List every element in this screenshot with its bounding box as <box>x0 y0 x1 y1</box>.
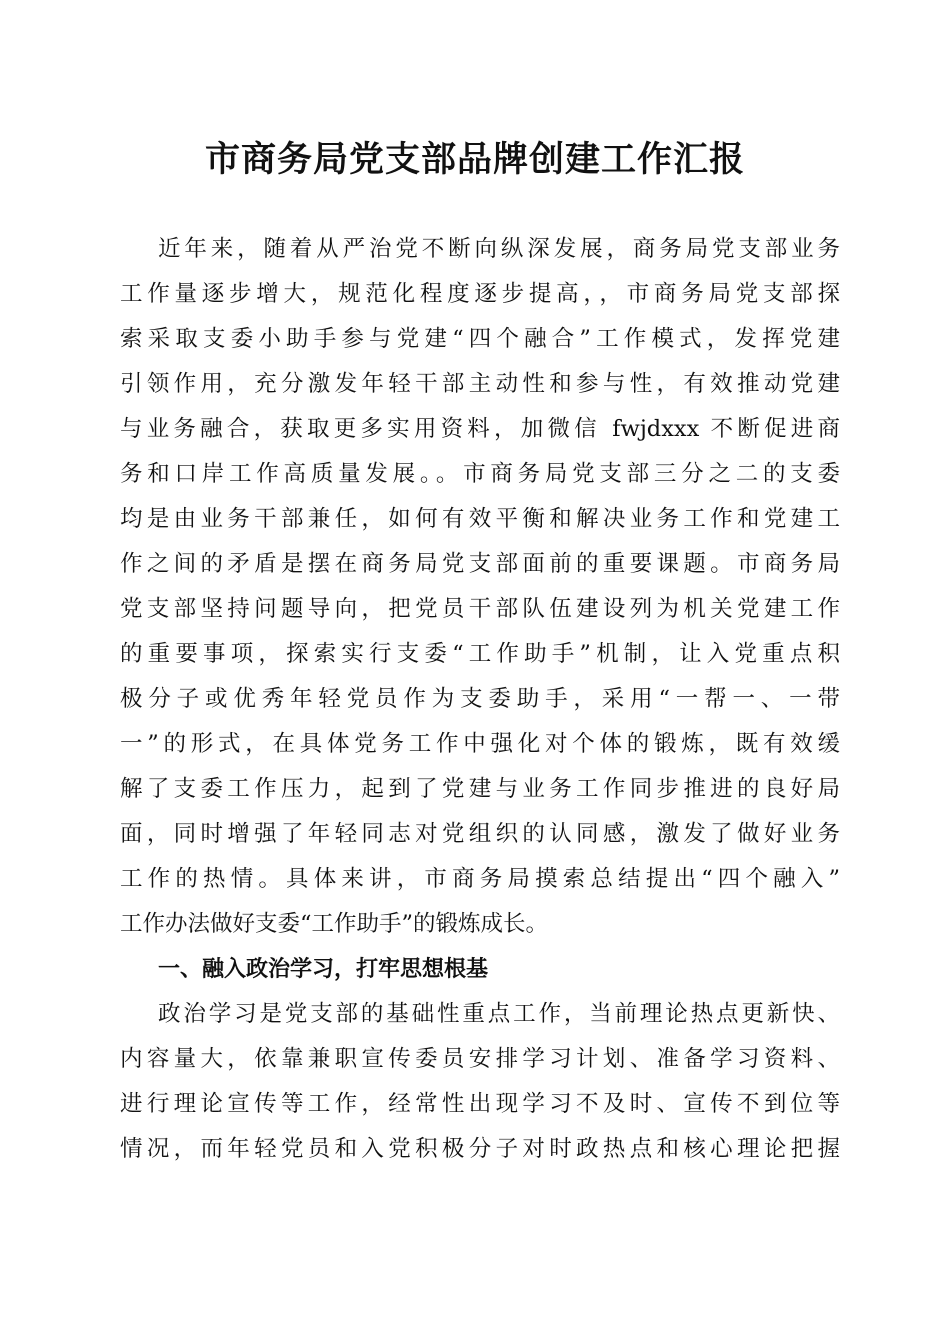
document-body <box>120 227 840 1172</box>
paragraph-line: 工作的热情。具体来讲，市商务局摸索总结提出“四个融入” <box>120 866 840 892</box>
paragraph-line: 党支部坚持问题导向，把党员干部队伍建设列为机关党建工作 <box>120 596 840 622</box>
paragraph-line: 情况，而年轻党员和入党积极分子对时政热点和核心理论把握 <box>120 1136 840 1162</box>
paragraph-line: 务和口岸工作高质量发展。。市商务局党支部三分之二的支委 <box>120 461 840 487</box>
paragraph-line: 进行理论宣传等工作，经常性出现学习不及时、宣传不到位等 <box>120 1091 840 1117</box>
paragraph-line: 解了支委工作压力，起到了党建与业务工作同步推进的良好局 <box>120 776 840 802</box>
paragraph-line: 极分子或优秀年轻党员作为支委助手，采用“一帮一、一带 <box>120 686 840 712</box>
paragraph-line: 均是由业务干部兼任，如何有效平衡和解决业务工作和党建工 <box>120 506 840 532</box>
paragraph-line: 面，同时增强了年轻同志对党组织的认同感，激发了做好业务 <box>120 821 840 847</box>
document-title: 市商务局党支部品牌创建工作汇报 <box>204 139 745 180</box>
section-heading: 一、融入政治学习，打牢思想根基 <box>158 957 489 982</box>
paragraph-line: 的重要事项，探索实行支委“工作助手”机制，让入党重点积 <box>120 641 840 667</box>
paragraph-line: 内容量大，依靠兼职宣传委员安排学习计划、准备学习资料、 <box>120 1046 840 1072</box>
paragraph-line: 一”的形式，在具体党务工作中强化对个体的锻炼，既有效缓 <box>120 731 840 757</box>
paragraph-line: 作之间的矛盾是摆在商务局党支部面前的重要课题。市商务局 <box>120 551 840 577</box>
paragraph-line: 引领作用，充分激发年轻干部主动性和参与性，有效推动党建 <box>120 371 840 397</box>
paragraph-line: 与业务融合，获取更多实用资料，加微信 fwjdxxx 不断促进商 <box>120 416 840 442</box>
paragraph-line: 工作办法做好支委“工作助手”的锻炼成长。 <box>120 911 549 937</box>
paragraph-line: 索采取支委小助手参与党建“四个融合”工作模式，发挥党建 <box>120 326 840 352</box>
paragraph-line: 工作量逐步增大，规范化程度逐步提高，，市商务局党支部探 <box>120 281 840 307</box>
paragraph-line: 政治学习是党支部的基础性重点工作，当前理论热点更新快、 <box>158 1001 840 1027</box>
paragraph-line: 近年来，随着从严治党不断向纵深发展，商务局党支部业务 <box>158 236 840 262</box>
